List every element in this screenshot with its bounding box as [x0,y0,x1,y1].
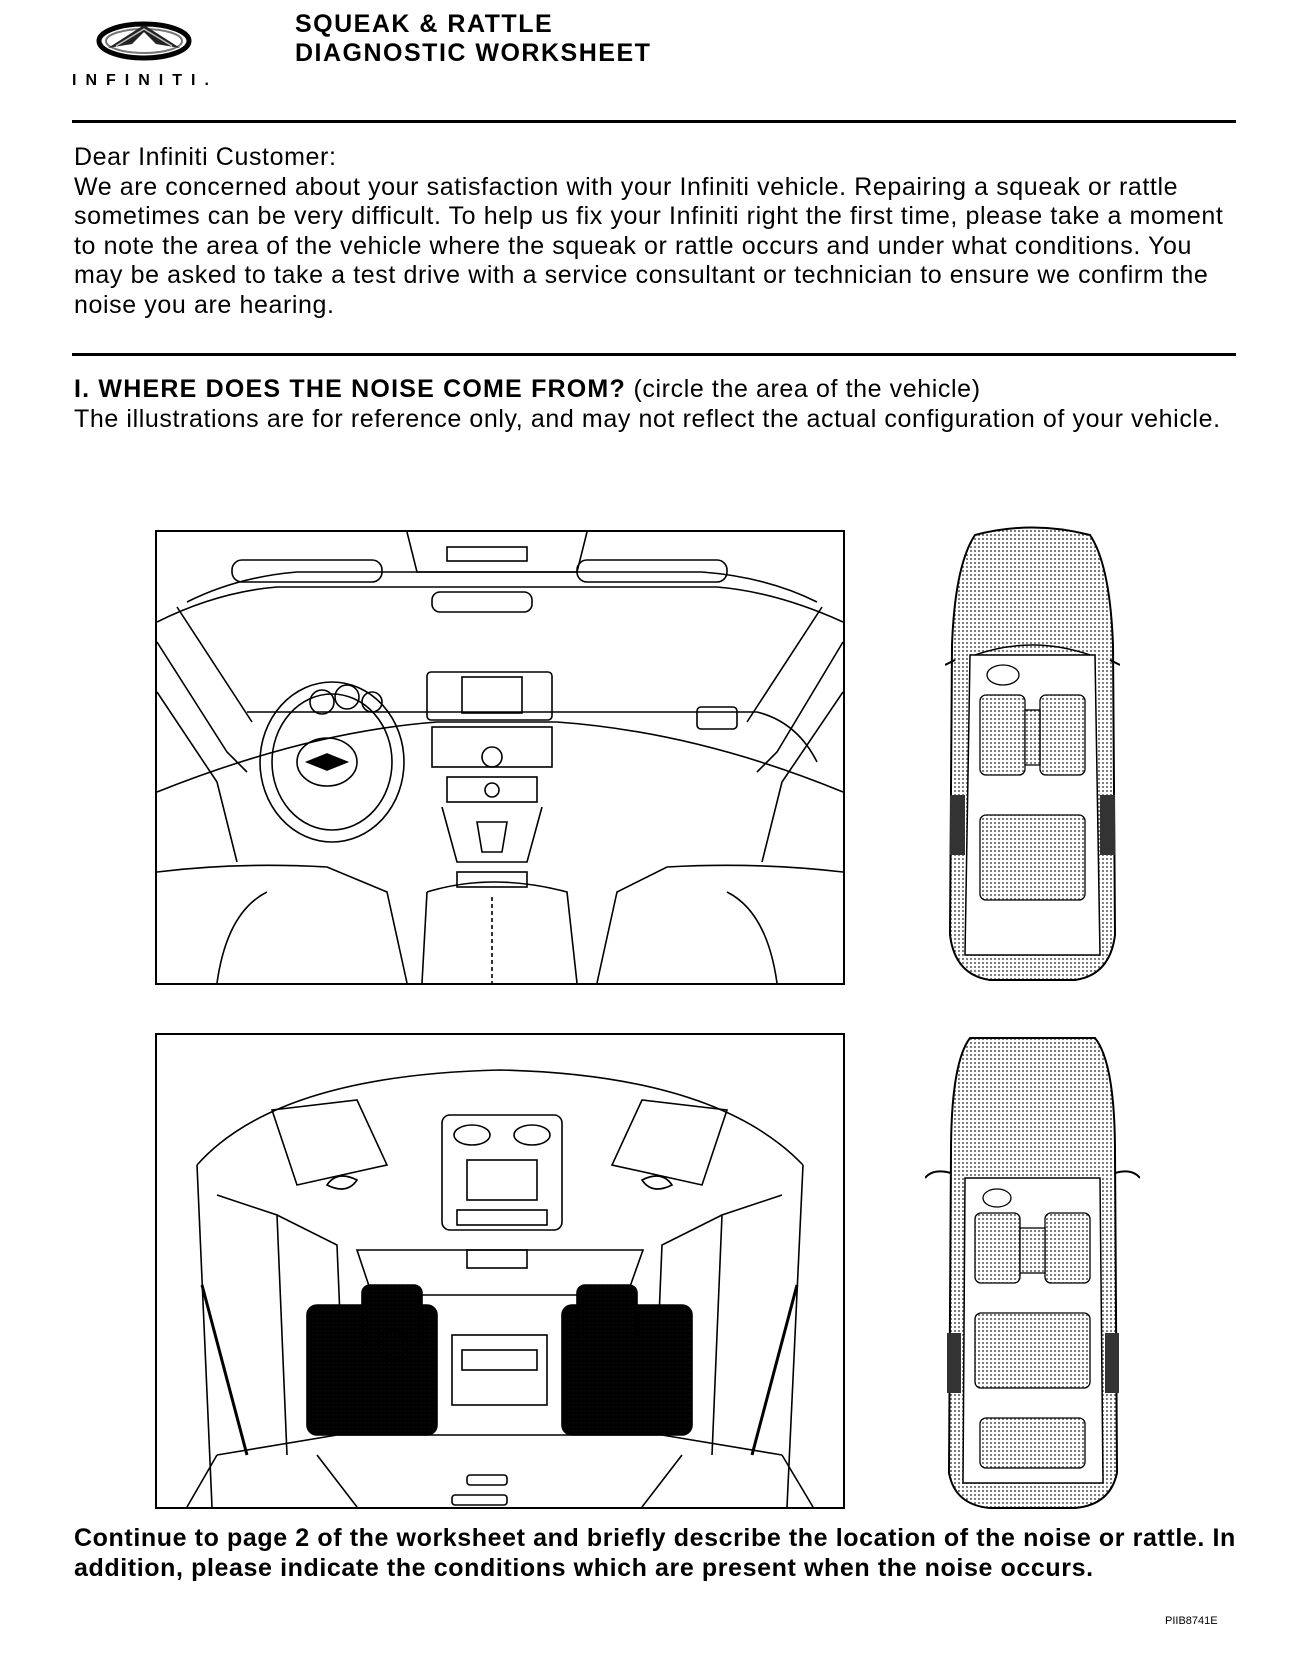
infiniti-logo-icon [96,20,192,62]
greeting: Dear Infiniti Customer: [74,143,337,171]
section-noise-location [74,375,1254,434]
car-top-view-rear-icon[interactable] [925,1033,1140,1511]
figure-code: PIIB8741E [1165,1615,1218,1627]
divider [72,353,1236,356]
brand-wordmark: INFINITI. [72,72,218,89]
dashboard-interior-icon[interactable] [155,530,845,985]
section-heading-note: (circle the area of the vehicle) [633,375,981,403]
footer-instructions: Continue to page 2 of the worksheet and briefly describe the location of the noise or rattle. In addition, please indicate the conditions which are present when the noise occurs. [74,1524,1236,1582]
intro-letter [74,143,1244,320]
title-line-1: SQUEAK & RATTLE [295,10,554,38]
title-line-2: DIAGNOSTIC WORKSHEET [295,39,652,67]
section-heading: I. WHERE DOES THE NOISE COME FROM? [74,375,626,403]
page-title [295,10,651,68]
rear-cabin-interior-icon[interactable] [155,1033,845,1509]
intro-body: We are concerned about your satisfaction with your Infiniti vehicle. Repairing a squeak or rattle sometimes can be very difficult. To help us fix your Infiniti right the first time, please take a moment to note the area of the vehicle where the squeak or rattle occurs and under what conditions. You may be asked to take a test drive with a service consultant or technician to ensure we confirm the noise you are hearing. [74,172,1224,319]
car-top-view-front-icon[interactable] [945,525,1120,985]
section-body: The illustrations are for reference only, and may not reflect the actual configuration of your vehicle. [74,404,1221,433]
divider [72,120,1236,123]
